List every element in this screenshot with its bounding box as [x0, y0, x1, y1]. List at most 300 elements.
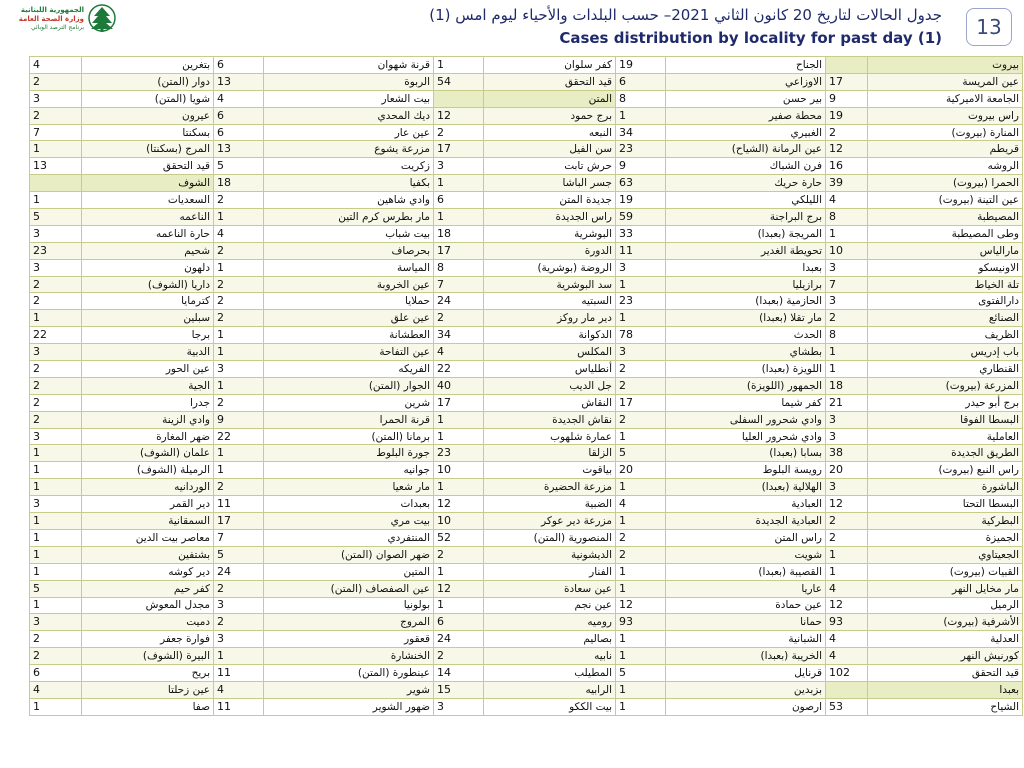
locality-name: ارصون [666, 698, 826, 715]
locality-name: عين نجم [484, 597, 616, 614]
case-count [30, 175, 82, 192]
case-count: 1 [214, 462, 264, 479]
case-count: 2 [30, 394, 82, 411]
table-row [30, 377, 1023, 394]
case-count: 7 [826, 276, 868, 293]
case-count: 1 [30, 698, 82, 715]
case-count: 2 [826, 513, 868, 530]
locality-name: الظريف [868, 327, 1023, 344]
locality-name: الروشه [868, 158, 1023, 175]
locality-name: السعديات [82, 192, 214, 209]
logo-line-1: الجمهورية اللبنانية [20, 6, 84, 14]
case-count: 7 [214, 529, 264, 546]
case-count: 1 [616, 428, 666, 445]
case-count: 9 [214, 411, 264, 428]
locality-name: وادي الزينة [82, 411, 214, 428]
case-count [826, 57, 868, 74]
locality-name: بزبدين [666, 681, 826, 698]
locality-name: عمارة شلهوب [484, 428, 616, 445]
case-count: 2 [30, 377, 82, 394]
case-count: 1 [30, 141, 82, 158]
case-count: 4 [30, 57, 82, 74]
locality-name: الحدث [666, 327, 826, 344]
case-count: 1 [616, 648, 666, 665]
district-header: المتن [484, 90, 616, 107]
table-row [30, 597, 1023, 614]
locality-name: الفريكه [264, 361, 434, 378]
locality-name: الصنائع [868, 310, 1023, 327]
locality-name: حارة الناعمه [82, 225, 214, 242]
case-count: 11 [214, 698, 264, 715]
table-row [30, 529, 1023, 546]
locality-name: رويسة البلوط [666, 462, 826, 479]
locality-name: وادي شحرور العليا [666, 428, 826, 445]
case-count: 2 [826, 310, 868, 327]
locality-name: دوار (المتن) [82, 73, 214, 90]
locality-name: كترمايا [82, 293, 214, 310]
locality-name: الفنار [484, 563, 616, 580]
case-count: 2 [30, 631, 82, 648]
case-count: 2 [214, 242, 264, 259]
case-count: 1 [616, 276, 666, 293]
locality-name: ضهر الصوان (المتن) [264, 546, 434, 563]
case-count: 20 [616, 462, 666, 479]
table-row [30, 259, 1023, 276]
locality-name: بير حسن [666, 90, 826, 107]
locality-name: العاملية [868, 428, 1023, 445]
locality-name: الخنشارة [264, 648, 434, 665]
locality-name: المتين [264, 563, 434, 580]
case-count: 17 [434, 394, 484, 411]
case-count: 1 [434, 57, 484, 74]
case-count: 1 [30, 462, 82, 479]
table-row [30, 293, 1023, 310]
locality-name: عين الصفصاف (المتن) [264, 580, 434, 597]
case-count: 2 [30, 73, 82, 90]
case-count: 2 [30, 361, 82, 378]
locality-name: المنصورية (المتن) [484, 529, 616, 546]
locality-name: سن الفيل [484, 141, 616, 158]
locality-name: شويا (المتن) [82, 90, 214, 107]
case-count: 2 [616, 546, 666, 563]
locality-name: الشياح [868, 698, 1023, 715]
case-count: 1 [214, 327, 264, 344]
case-count: 1 [30, 597, 82, 614]
locality-name: دير القمر [82, 496, 214, 513]
locality-name: الرابيه [484, 681, 616, 698]
locality-name: البطركية [868, 513, 1023, 530]
locality-name: بريح [82, 665, 214, 682]
case-count: 1 [30, 513, 82, 530]
district-header: الشوف [82, 175, 214, 192]
case-count: 2 [214, 614, 264, 631]
case-count: 4 [30, 681, 82, 698]
table-row [30, 631, 1023, 648]
case-count: 23 [30, 242, 82, 259]
case-count: 1 [826, 344, 868, 361]
cedar-icon [88, 4, 116, 34]
table-row [30, 242, 1023, 259]
locality-name: بطشاي [666, 344, 826, 361]
case-count: 17 [826, 73, 868, 90]
locality-name: الخريبة (بعبدا) [666, 648, 826, 665]
case-count: 1 [616, 479, 666, 496]
case-count: 5 [30, 580, 82, 597]
locality-name: حملايا [264, 293, 434, 310]
locality-name: ضهور الشوير [264, 698, 434, 715]
case-count: 1 [30, 192, 82, 209]
case-count: 2 [30, 411, 82, 428]
case-count: 10 [826, 242, 868, 259]
table-row [30, 546, 1023, 563]
locality-name: المنارة (بيروت) [868, 124, 1023, 141]
case-count: 2 [616, 411, 666, 428]
case-count: 24 [214, 563, 264, 580]
case-count: 2 [214, 394, 264, 411]
case-count: 3 [30, 259, 82, 276]
case-count: 93 [826, 614, 868, 631]
locality-name: دارالفتوى [868, 293, 1023, 310]
case-count: 11 [214, 665, 264, 682]
locality-name: العدلية [868, 631, 1023, 648]
case-count [826, 681, 868, 698]
locality-name: بياقوت [484, 462, 616, 479]
locality-name: حمانا [666, 614, 826, 631]
case-count: 12 [434, 107, 484, 124]
locality-name: الحازمية (بعبدا) [666, 293, 826, 310]
case-count: 1 [214, 344, 264, 361]
locality-name: جدرا [82, 394, 214, 411]
locality-name: جديدة المتن [484, 192, 616, 209]
locality-name: برجا [82, 327, 214, 344]
case-count: 17 [616, 394, 666, 411]
locality-name: مار تقلا (بعبدا) [666, 310, 826, 327]
case-count: 3 [30, 428, 82, 445]
case-count: 1 [826, 225, 868, 242]
case-count: 2 [30, 107, 82, 124]
case-count: 1 [616, 310, 666, 327]
locality-name: راس النبع (بيروت) [868, 462, 1023, 479]
locality-name: الجميزة [868, 529, 1023, 546]
page-number-badge: 13 [966, 8, 1012, 46]
locality-name: الروضة (بوشرية) [484, 259, 616, 276]
case-count: 1 [30, 445, 82, 462]
locality-name: عين الحور [82, 361, 214, 378]
case-count: 13 [214, 141, 264, 158]
locality-name: الجية [82, 377, 214, 394]
locality-name: معاصر بيت الدين [82, 529, 214, 546]
locality-name: قيد التحقق [82, 158, 214, 175]
case-count: 63 [616, 175, 666, 192]
locality-name: فوارة جعفر [82, 631, 214, 648]
locality-name: قريطم [868, 141, 1023, 158]
locality-name: بكفيا [264, 175, 434, 192]
case-count: 1 [30, 479, 82, 496]
case-count: 1 [616, 107, 666, 124]
locality-name: الاونيسكو [868, 259, 1023, 276]
case-count: 19 [826, 107, 868, 124]
locality-name: قرنايل [666, 665, 826, 682]
locality-name: عين سعادة [484, 580, 616, 597]
locality-name: عين علق [264, 310, 434, 327]
case-count: 1 [214, 209, 264, 226]
case-count: 3 [30, 614, 82, 631]
case-count: 2 [616, 361, 666, 378]
case-count: 2 [434, 310, 484, 327]
locality-name: زكريت [264, 158, 434, 175]
case-count: 16 [826, 158, 868, 175]
locality-name: النقاش [484, 394, 616, 411]
case-count: 1 [434, 479, 484, 496]
case-count: 4 [826, 580, 868, 597]
locality-name: العبادية الجديدة [666, 513, 826, 530]
locality-name: سد البوشرية [484, 276, 616, 293]
case-count: 12 [434, 580, 484, 597]
table-row [30, 141, 1023, 158]
case-count: 1 [616, 563, 666, 580]
locality-name: القنطاري [868, 361, 1023, 378]
locality-name: عين التفاحة [264, 344, 434, 361]
locality-name: الباشورة [868, 479, 1023, 496]
case-count: 1 [30, 563, 82, 580]
case-count: 1 [214, 445, 264, 462]
table-row [30, 124, 1023, 141]
case-count: 3 [826, 293, 868, 310]
case-count: 2 [30, 276, 82, 293]
case-count: 4 [214, 90, 264, 107]
locality-name: برج حمود [484, 107, 616, 124]
locality-name: الحمرا (بيروت) [868, 175, 1023, 192]
case-count: 1 [434, 428, 484, 445]
locality-name: جل الديب [484, 377, 616, 394]
case-count: 23 [434, 445, 484, 462]
case-count: 12 [826, 496, 868, 513]
locality-name: عين الخروبة [264, 276, 434, 293]
table-row [30, 107, 1023, 124]
locality-name: مجدل المعوش [82, 597, 214, 614]
case-count: 3 [826, 259, 868, 276]
case-count: 1 [214, 377, 264, 394]
case-count: 12 [616, 597, 666, 614]
case-count: 1 [30, 310, 82, 327]
case-count: 2 [214, 293, 264, 310]
locality-name: الديشونية [484, 546, 616, 563]
locality-name: المريجة (بعبدا) [666, 225, 826, 242]
locality-name: كورنيش النهر [868, 648, 1023, 665]
locality-name: جورة البلوط [264, 445, 434, 462]
locality-name: عيرون [82, 107, 214, 124]
logo-line-3: برنامج الترصد الوبائي [30, 24, 84, 31]
locality-name: فرن الشباك [666, 158, 826, 175]
locality-name: العطشانة [264, 327, 434, 344]
case-count: 6 [616, 73, 666, 90]
case-count: 2 [30, 648, 82, 665]
table-row [30, 580, 1023, 597]
case-count: 39 [826, 175, 868, 192]
locality-name: دلهون [82, 259, 214, 276]
table-row [30, 90, 1023, 107]
case-count: 2 [214, 580, 264, 597]
locality-name: مزرعة دير عوكر [484, 513, 616, 530]
case-count: 3 [826, 411, 868, 428]
table-body [30, 57, 1023, 716]
locality-name: علمان (الشوف) [82, 445, 214, 462]
case-count: 11 [214, 496, 264, 513]
case-count: 59 [616, 209, 666, 226]
locality-name: قرنة الحمرا [264, 411, 434, 428]
case-count: 18 [434, 225, 484, 242]
table-row [30, 462, 1023, 479]
locality-name: دير مار روكز [484, 310, 616, 327]
locality-name: الهلالية (بعبدا) [666, 479, 826, 496]
case-count: 3 [434, 698, 484, 715]
table-row [30, 411, 1023, 428]
locality-name: كفر سلوان [484, 57, 616, 74]
locality-name: بتغرين [82, 57, 214, 74]
case-count: 1 [434, 175, 484, 192]
case-count: 4 [214, 225, 264, 242]
case-count: 2 [30, 293, 82, 310]
case-count: 2 [214, 310, 264, 327]
table-row [30, 73, 1023, 90]
case-count: 4 [826, 631, 868, 648]
table-row [30, 209, 1023, 226]
locality-name: الدبية [82, 344, 214, 361]
case-count: 78 [616, 327, 666, 344]
locality-name: الرميلة (الشوف) [82, 462, 214, 479]
case-count: 1 [616, 698, 666, 715]
locality-name: بعبدا [666, 259, 826, 276]
locality-name: بيت مري [264, 513, 434, 530]
case-count: 5 [214, 546, 264, 563]
table-row [30, 445, 1023, 462]
locality-name: برج أبو حيدر [868, 394, 1023, 411]
case-count: 22 [30, 327, 82, 344]
case-count: 3 [30, 225, 82, 242]
case-count: 17 [434, 242, 484, 259]
case-count: 34 [616, 124, 666, 141]
case-count: 22 [434, 361, 484, 378]
locality-name: القصيبة (بعبدا) [666, 563, 826, 580]
locality-name: مزرعة يشوع [264, 141, 434, 158]
table-row [30, 361, 1023, 378]
case-count: 53 [826, 698, 868, 715]
table-row [30, 175, 1023, 192]
locality-name: المرج (بسكنتا) [82, 141, 214, 158]
locality-name: شوير [264, 681, 434, 698]
locality-name: مار شعيا [264, 479, 434, 496]
locality-name: عين التينة (بيروت) [868, 192, 1023, 209]
locality-name: السمقانية [82, 513, 214, 530]
locality-name: حارة حريك [666, 175, 826, 192]
table-row [30, 327, 1023, 344]
locality-name: محطة صفير [666, 107, 826, 124]
case-count: 4 [826, 648, 868, 665]
case-count: 12 [826, 597, 868, 614]
locality-name: برج البراجنة [666, 209, 826, 226]
locality-name: الوردانيه [82, 479, 214, 496]
locality-name: القبيات (بيروت) [868, 563, 1023, 580]
table-row [30, 513, 1023, 530]
case-count: 9 [616, 158, 666, 175]
title-english: Cases distribution by locality for past day (1) [559, 29, 942, 47]
title-arabic: جدول الحالات لتاريخ 20 كانون الثاني 2021– حسب البلدات والأحياء ليوم امس (1) [429, 6, 942, 24]
case-count: 13 [214, 73, 264, 90]
locality-name: الدورة [484, 242, 616, 259]
locality-name: راس الجديدة [484, 209, 616, 226]
locality-name: المنتفردي [264, 529, 434, 546]
case-count: 22 [214, 428, 264, 445]
locality-name: المروج [264, 614, 434, 631]
locality-name: روميه [484, 614, 616, 631]
case-count: 6 [214, 124, 264, 141]
locality-name: بيت الشعار [264, 90, 434, 107]
locality-name: الجعيتاوي [868, 546, 1023, 563]
locality-name: كفر شيما [666, 394, 826, 411]
locality-name: داريا (الشوف) [82, 276, 214, 293]
case-count: 102 [826, 665, 868, 682]
case-count: 8 [616, 90, 666, 107]
case-count: 21 [826, 394, 868, 411]
case-count: 19 [616, 192, 666, 209]
locality-name: قيد التحقق [868, 665, 1023, 682]
case-count: 1 [616, 681, 666, 698]
case-count: 1 [434, 209, 484, 226]
case-count: 2 [826, 124, 868, 141]
case-count: 19 [616, 57, 666, 74]
locality-name: السبتيه [484, 293, 616, 310]
table-row [30, 344, 1023, 361]
locality-name: تحويطة الغدير [666, 242, 826, 259]
locality-name: برازيليا [666, 276, 826, 293]
case-count: 4 [826, 192, 868, 209]
case-count: 33 [616, 225, 666, 242]
locality-name: تلة الخياط [868, 276, 1023, 293]
table-row [30, 665, 1023, 682]
table-row [30, 225, 1023, 242]
locality-name: المزرعة (بيروت) [868, 377, 1023, 394]
case-count: 3 [434, 158, 484, 175]
locality-name: البسطا الفوقا [868, 411, 1023, 428]
cases-table [29, 56, 1023, 716]
case-count: 20 [826, 462, 868, 479]
locality-name: مار مخايل النهر [868, 580, 1023, 597]
locality-name: عين حمادة [666, 597, 826, 614]
locality-name: ضهر المغارة [82, 428, 214, 445]
case-count: 5 [214, 158, 264, 175]
locality-name: بيت الككو [484, 698, 616, 715]
locality-name: مارالياس [868, 242, 1023, 259]
locality-name: الجوار (المتن) [264, 377, 434, 394]
case-count: 34 [434, 327, 484, 344]
case-count: 4 [616, 496, 666, 513]
locality-name: قيد التحقق [484, 73, 616, 90]
case-count: 2 [434, 124, 484, 141]
case-count: 14 [434, 665, 484, 682]
district-header: بيروت [868, 57, 1023, 74]
case-count: 1 [434, 597, 484, 614]
case-count: 15 [434, 681, 484, 698]
case-count: 2 [616, 377, 666, 394]
logo-line-2: وزارة الصحة العامة [18, 15, 84, 23]
locality-name: الربوة [264, 73, 434, 90]
locality-name: عين عار [264, 124, 434, 141]
table-row [30, 192, 1023, 209]
table-row [30, 57, 1023, 74]
locality-name: الرميل [868, 597, 1023, 614]
case-count: 2 [434, 648, 484, 665]
case-count: 6 [214, 57, 264, 74]
